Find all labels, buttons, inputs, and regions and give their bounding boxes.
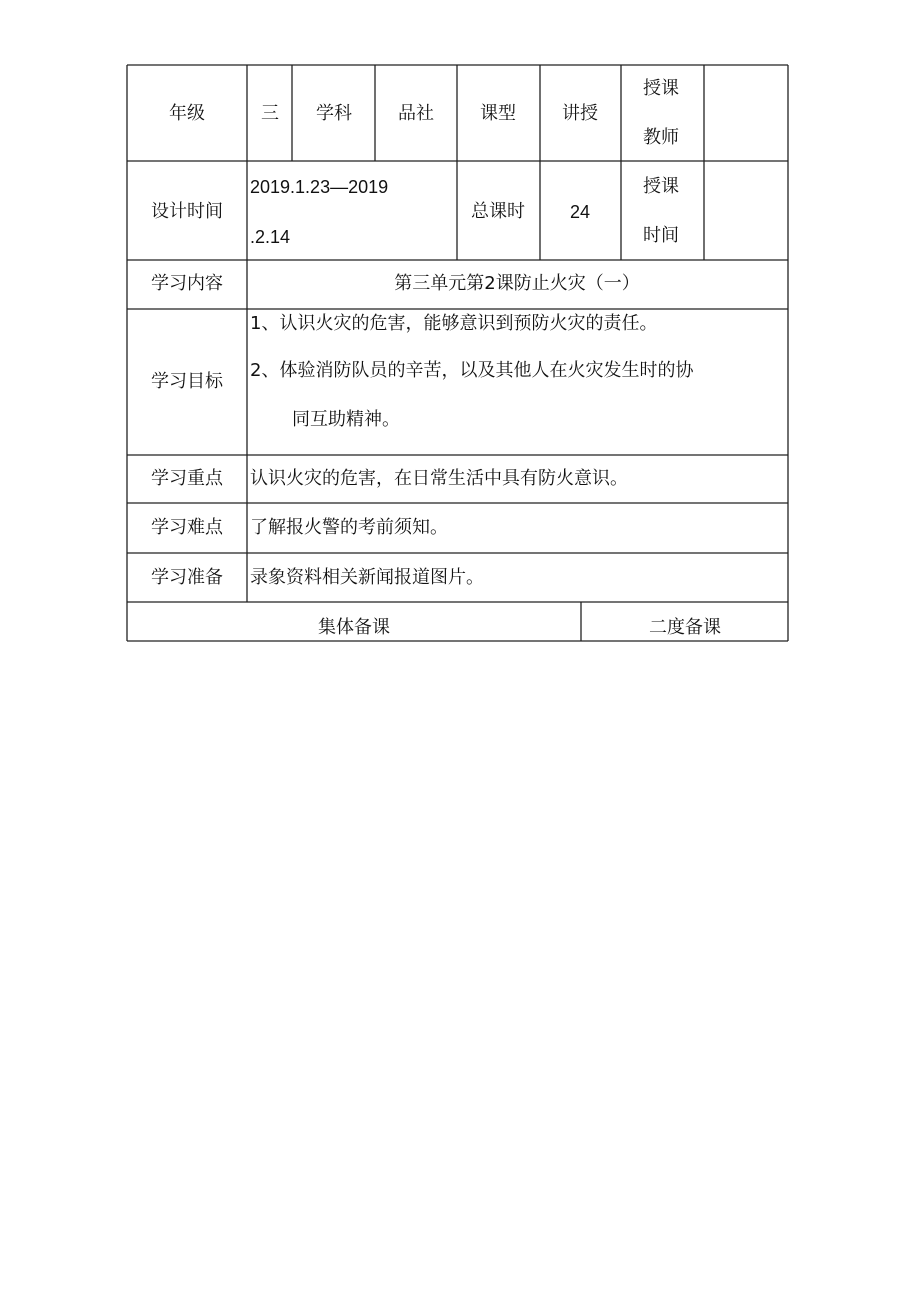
goal-item-1: 1、认识火灾的危害，能够意识到预防火灾的责任。 (250, 313, 658, 334)
goal-item-2-line2: 同互助精神。 (292, 409, 400, 430)
teacher-label-line1: 授课 (643, 78, 679, 99)
preparation-label: 学习准备 (151, 567, 223, 588)
lesson-type-label: 课型 (480, 103, 516, 124)
subject-label: 学科 (316, 103, 352, 124)
preparation-value: 录象资料相关新闻报道图片。 (250, 567, 484, 588)
goal-item-2-line1: 2、体验消防队员的辛苦，以及其他人在火灾发生时的协 (250, 360, 694, 381)
design-time-label: 设计时间 (151, 201, 223, 222)
content-value: 第三单元第2课防止火灾（一） (394, 273, 640, 294)
difficulty-value: 了解报火警的考前须知。 (250, 517, 448, 538)
content-label: 学习内容 (151, 273, 223, 294)
difficulty-label: 学习难点 (151, 517, 223, 538)
total-hours-label: 总课时 (471, 201, 525, 222)
subject-value: 品社 (398, 103, 434, 124)
grade-label: 年级 (169, 103, 205, 124)
focus-label: 学习重点 (151, 468, 223, 489)
teacher-label-line2: 教师 (643, 127, 679, 148)
collective-prep-header: 集体备课 (318, 617, 390, 638)
class-time-label-line1: 授课 (643, 176, 679, 197)
total-hours-value: 24 (569, 202, 591, 222)
second-prep-header: 二度备课 (649, 617, 721, 638)
design-time-line2: .2.14 (250, 227, 291, 247)
focus-value: 认识火灾的危害，在日常生活中具有防火意识。 (250, 468, 628, 489)
goals-label: 学习目标 (151, 371, 223, 392)
lesson-type-value: 讲授 (562, 103, 598, 124)
class-time-label-line2: 时间 (643, 225, 679, 246)
grade-value: 三 (261, 103, 279, 124)
design-time-line1: 2019.1.23—2019 (250, 177, 389, 197)
